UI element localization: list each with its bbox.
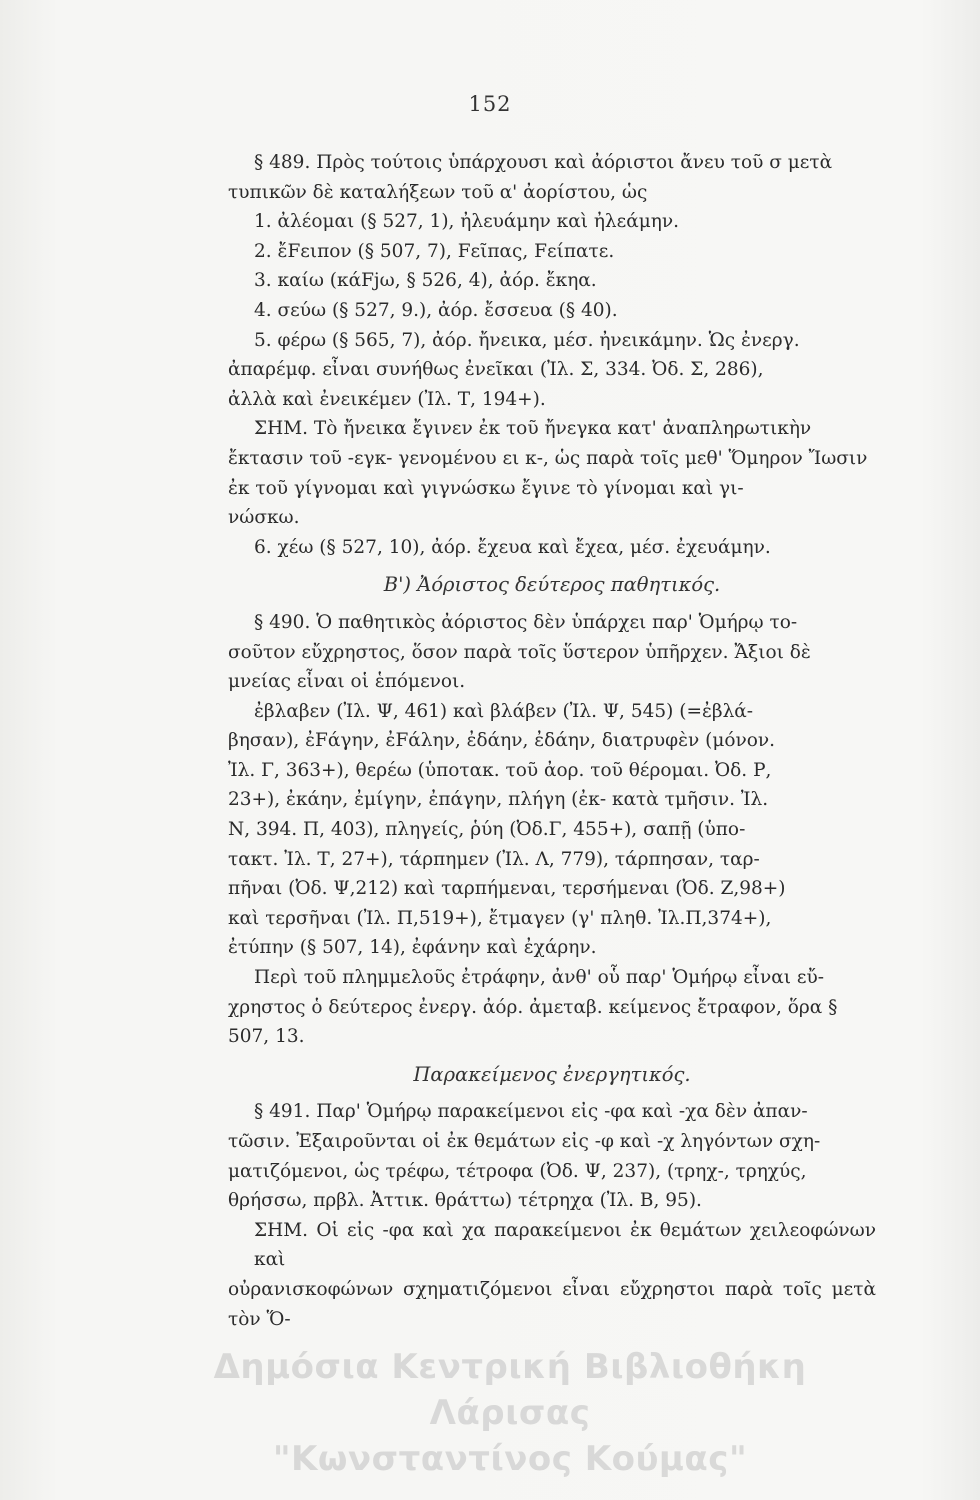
text-line: μνείας εἶναι οἱ ἑπόμενοι. (228, 671, 466, 693)
text-line: ΣΗΜ. Οἱ εἰς -φα καὶ χα παρακείμενοι ἐκ θεμάτων χειλεοφώνων καὶ (254, 1219, 876, 1271)
text-line: τυπικῶν δὲ καταλήξεων τοῦ α' ἀορίστου, ὡς (228, 181, 648, 203)
text-line: τακτ. Ἰλ. Τ, 27+), τάρπημεν (Ἰλ. Λ, 779), τάρπησαν, ταρ- (228, 848, 760, 870)
text-line: ἐτύπην (§ 507, 14), ἐφάνην καὶ ἐχάρην. (228, 937, 597, 959)
subheading-aorist-passive: Β') Ἀόριστος δεύτερος παθητικός. (383, 573, 721, 597)
text-line: 4. σεύω (§ 527, 9.), ἀόρ. ἔσσευα (§ 40). (254, 299, 618, 321)
text-line: ματιζόμενοι, ὡς τρέφω, τέτροφα (Ὀδ. Ψ, 237), (τρηχ-, τρηχύς, (228, 1160, 807, 1182)
body-text (228, 148, 876, 1334)
subheading-perfect-active: Παρακείμενος ἐνεργητικός. (413, 1062, 691, 1086)
library-watermark (150, 1344, 870, 1482)
text-line: βησαν), ἐFάγην, ἐFάλην, ἐδάην, ἐδάην, διατρυφὲν (μόνον. (228, 730, 776, 752)
text-line: 507, 13. (228, 1026, 305, 1048)
text-line: νώσκω. (228, 507, 300, 529)
text-line: ἀλλὰ καὶ ἐνεικέμεν (Ἰλ. Τ, 194+). (228, 388, 546, 410)
section-491 (228, 1097, 876, 1334)
text-line: οὐρανισκοφώνων σχηματιζόμενοι εἶναι εὔχρηστοι παρὰ τοῖς μετὰ τὸν Ὅ- (228, 1278, 876, 1330)
text-line: Περὶ τοῦ πλημμελοῦς ἐτράφην, ἀνθ' οὗ παρ' Ὁμήρῳ εἶναι εὔ- (254, 967, 824, 989)
text-line: 2. ἔFειπον (§ 507, 7), Fεῖπας, Fείπατε. (254, 240, 615, 262)
text-line: σοῦτον εὔχρηστος, ὅσον παρὰ τοῖς ὕστερον ὑπῆρχεν. Ἄξιοι δὲ (228, 641, 811, 663)
page-number: 152 (468, 92, 512, 116)
text-line: 6. χέω (§ 527, 10), ἀόρ. ἔχευα καὶ ἔχεα, μέσ. ἐχευάμην. (254, 536, 771, 558)
text-line: Ν, 394. Π, 403), πληγείς, ῥύη (Ὀδ.Γ, 455+), σαπῇ (ὑπο- (228, 819, 746, 841)
text-line: χρηστος ὁ δεύτερος ἐνεργ. ἀόρ. ἀμεταβ. κείμενος ἔτραφον, ὅρα § (228, 996, 838, 1018)
text-line: 5. φέρω (§ 565, 7), ἀόρ. ἤνεικα, μέσ. ἠνεικάμην. Ὡς ἐνεργ. (254, 329, 800, 351)
text-line: ἀπαρέμφ. εἶναι συνήθως ἐνεῖκαι (Ἰλ. Σ, 334. Ὀδ. Σ, 286), (228, 359, 764, 381)
text-line: § 491. Παρ' Ὁμήρῳ παρακείμενοι εἰς -φα καὶ -χα δὲν ἀπαν- (254, 1101, 808, 1123)
text-line: καὶ τερσῆναι (Ἰλ. Π,519+), ἔτμαγεν (γ' πληθ. Ἰλ.Π,374+), (228, 907, 772, 929)
watermark-line-1: Δημόσια Κεντρική Βιβλιοθήκη Λάρισας (213, 1347, 807, 1433)
section-489 (228, 148, 876, 562)
text-line: § 490. Ὁ παθητικὸς ἀόριστος δὲν ὑπάρχει παρ' Ὁμήρῳ το- (254, 611, 798, 633)
text-line: 1. ἀλέομαι (§ 527, 1), ἠλευάμην καὶ ἠλεάμην. (254, 211, 679, 233)
text-line: § 489. Πρὸς τούτοις ὑπάρχουσι καὶ ἀόριστοι ἄνευ τοῦ σ μετὰ (254, 152, 833, 173)
text-line: Ἰλ. Γ, 363+), θερέω (ὑποτακ. τοῦ ἀορ. τοῦ θέρομαι. Ὀδ. Ρ, (228, 759, 772, 781)
text-line: ἐκ τοῦ γίγνομαι καὶ γιγνώσκω ἔγινε τὸ γίνομαι καὶ γι- (228, 477, 744, 499)
text-line: θρήσσω, πρβλ. Ἀττικ. θράττω) τέτρηχα (Ἰλ. Β, 95). (228, 1190, 702, 1212)
watermark-line-2: "Κωνσταντίνος Κούμας" (272, 1439, 748, 1479)
text-line: ΣΗΜ. Τὸ ἤνεικα ἔγινεν ἐκ τοῦ ἤνεγκα κατ' ἀναπληρωτικὴν (254, 418, 812, 440)
text-line: 23+), ἐκάην, ἐμίγην, ἐπάγην, πλήγη (ἐκ- κατὰ τμῆσιν. Ἰλ. (228, 789, 769, 811)
text-line: ἐβλαβεν (Ἰλ. Ψ, 461) καὶ βλάβεν (Ἰλ. Ψ, 545) (=ἐβλά- (254, 700, 754, 722)
text-line: ἔκτασιν τοῦ -εγκ- γενομένου ει κ-, ὡς παρὰ τοῖς μεθ' Ὅμηρον Ἴωσιν (228, 447, 868, 469)
text-line: 3. καίω (κάFjω, § 526, 4), ἀόρ. ἔκηα. (254, 270, 597, 292)
text-line: πῆναι (Ὀδ. Ψ,212) καὶ ταρπήμεναι, τερσήμεναι (Ὀδ. Ζ,98+) (228, 878, 786, 900)
section-490 (228, 608, 876, 1052)
text-line: τῶσιν. Ἐξαιροῦνται οἱ ἐκ θεμάτων εἰς -φ καὶ -χ ληγόντων σχη- (228, 1131, 821, 1152)
